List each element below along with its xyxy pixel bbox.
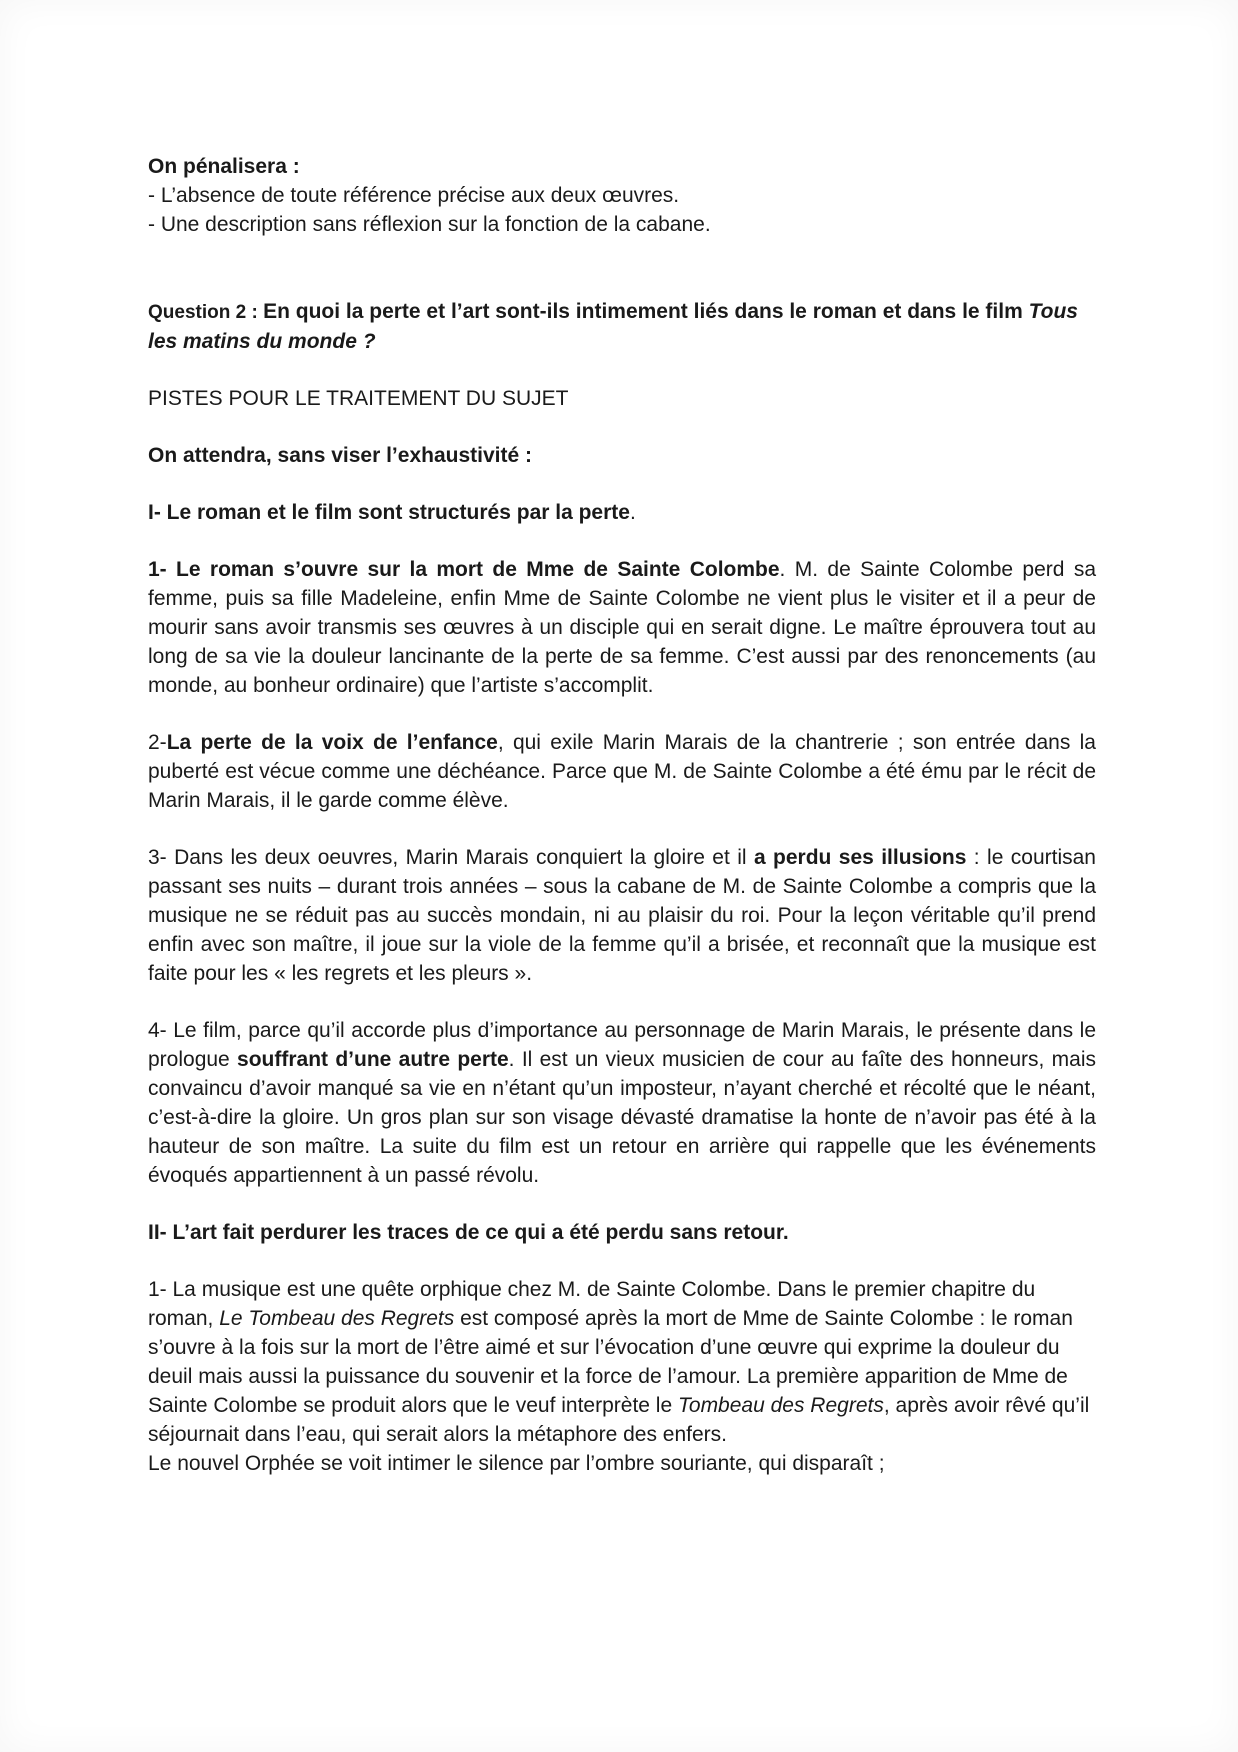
part1-paragraph-1: 1- Le roman s’ouvre sur la mort de Mme de Sainte Colombe. M. de Sainte Colombe perd sa femme, puis sa fille Madeleine, enfin Mme de Sainte Colombe ne vient plus le visiter et il a peur de mourir sans avoir transmis ses œuvres à un disciple qui en serait digne. Le maître éprouvera tout au long de sa vie la douleur lancinante de la perte de sa femme. C’est aussi par des renoncements (au monde, au bonheur ordinaire) que l’artiste s’accomplit. <box>148 558 1096 697</box>
penalty-title: On pénalisera : <box>148 155 300 178</box>
part2-paragraph-2: Le nouvel Orphée se voit intimer le silence par l’ombre souriante, qui disparaît ; <box>148 1452 885 1475</box>
question-2 <box>148 297 1096 356</box>
penalty-item-2: - Une description sans réflexion sur la fonction de la cabane. <box>148 213 711 236</box>
part2-heading: II- L’art fait perdurer les traces de ce qui a été perdu sans retour. <box>148 1221 789 1244</box>
part2-paragraph-1: 1- La musique est une quête orphique chez M. de Sainte Colombe. Dans le premier chapitre du roman, Le Tombeau des Regrets est composé après la mort de Mme de Sainte Colombe : le roman s’ouvre à la fois sur la mort de l’être aimé et sur l’évocation d’une œuvre qui exprime la douleur du deuil mais aussi la puissance du souvenir et la force de l’amour. La première apparition de Mme de Sainte Colombe se produit alors que le veuf interprète le Tombeau des Regrets, après avoir rêvé qu’il séjournait dans l’eau, qui serait alors la métaphore des enfers. <box>148 1278 1090 1446</box>
part1-paragraph-2: 2-La perte de la voix de l’enfance, qui exile Marin Marais de la chantrerie ; son entrée dans la puberté est vécue comme une déchéance. Parce que M. de Sainte Colombe a été ému par le récit de Marin Marais, il le garde comme élève. <box>148 731 1096 812</box>
document-body <box>148 152 1096 1478</box>
pistes-title: PISTES POUR LE TRAITEMENT DU SUJET <box>148 387 569 410</box>
part1-paragraph-3: 3- Dans les deux oeuvres, Marin Marais conquiert la gloire et il a perdu ses illusions : le courtisan passant ses nuits – durant trois années – sous la cabane de M. de Sainte Colombe a compris que la musique ne se réduit pas au succès mondain, ni au plaisir du roi. Pour la leçon véritable qu’il prend enfin avec son maître, il joue sur la viole de la femme qu’il a brisée, et reconnaît que la musique est faite pour les « les regrets et les pleurs ». <box>148 846 1096 985</box>
part1-paragraph-4: 4- Le film, parce qu’il accorde plus d’importance au personnage de Marin Marais, le présente dans le prologue souffrant d’une autre perte. Il est un vieux musicien de cour au faîte des honneurs, mais convaincu d’avoir manqué sa vie en n’étant qu’un imposteur, n’ayant cherché et récolté que le néant, c’est-à-dire la gloire. Un gros plan sur son visage dévasté dramatise la honte de n’avoir pas été à la hauteur de son maître. La suite du film est un retour en arrière qui rappelle que les événements évoqués appartiennent à un passé révolu. <box>148 1019 1096 1187</box>
question-text: En quoi la perte et l’art sont-ils intimement liés dans le roman et dans le film <box>263 300 1029 323</box>
expectation-line: On attendra, sans viser l’exhaustivité : <box>148 444 532 467</box>
penalty-item-1: - L’absence de toute référence précise aux deux œuvres. <box>148 184 680 207</box>
part1-heading: I- Le roman et le film sont structurés par la perte. <box>148 501 636 524</box>
question-lead: Question 2 : <box>148 302 264 323</box>
film-title: Tous les matins du monde ? <box>148 300 1078 353</box>
